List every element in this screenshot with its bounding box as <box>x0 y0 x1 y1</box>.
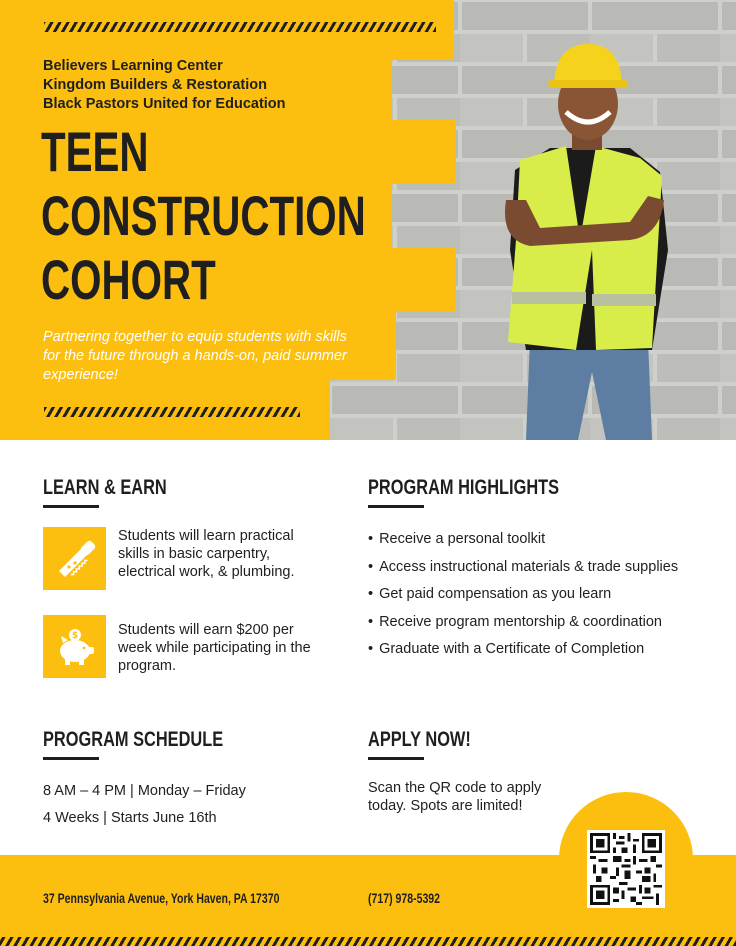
heading-underline <box>368 757 424 760</box>
learn-earn-heading: LEARN & EARN <box>43 476 167 499</box>
footer-phone: (717) 978-5392 <box>368 891 441 906</box>
organization-name: Believers Learning Center <box>43 58 223 74</box>
apply-heading: APPLY NOW! <box>368 728 471 751</box>
tagline: Partnering together to equip students with skills for the future through a hands-on, paid summer experience! <box>43 329 347 383</box>
hazard-stripe <box>0 937 736 946</box>
list-item: • Receive program mentorship & coordination <box>368 609 678 637</box>
schedule-line: 8 AM – 4 PM | Monday – Friday <box>43 783 246 799</box>
hero-banner <box>0 0 736 440</box>
organization-name: Kingdom Builders & Restoration <box>43 77 267 93</box>
apply-text: Scan the QR code to apply today. Spots are limited! <box>368 780 542 814</box>
organizations <box>43 57 286 114</box>
list-item: • Receive a personal toolkit <box>368 526 678 554</box>
hazard-stripe <box>44 407 300 417</box>
footer-address: 37 Pennsylvania Avenue, York Haven, PA 17370 <box>43 891 280 906</box>
organization-name: Black Pastors United for Education <box>43 96 286 112</box>
earn-item-text: Students will earn $200 per week while participating in the program. <box>118 622 311 674</box>
schedule-lines <box>43 778 246 832</box>
title-line: TEEN <box>41 120 149 183</box>
hazard-stripe <box>44 22 436 32</box>
heading-underline <box>43 505 99 508</box>
page-title <box>41 120 366 312</box>
saw-icon <box>43 527 106 590</box>
piggy-bank-icon <box>43 615 106 678</box>
heading-underline <box>43 757 99 760</box>
schedule-line: 4 Weeks | Starts June 16th <box>43 810 217 826</box>
title-line: CONSTRUCTION <box>41 184 366 247</box>
highlights-list <box>368 526 678 664</box>
schedule-heading: PROGRAM SCHEDULE <box>43 728 224 751</box>
highlights-heading: PROGRAM HIGHLIGHTS <box>368 476 560 499</box>
svg-text:$: $ <box>71 630 78 641</box>
list-item: • Get paid compensation as you learn <box>368 581 678 609</box>
list-item: • Graduate with a Certificate of Completion <box>368 636 678 664</box>
qr-code[interactable] <box>587 830 665 908</box>
title-line: COHORT <box>41 248 216 311</box>
heading-underline <box>368 505 424 508</box>
learn-item-text: Students will learn practical skills in basic carpentry, electrical work, & plumbing. <box>118 528 295 580</box>
list-item: • Access instructional materials & trade supplies <box>368 554 678 582</box>
